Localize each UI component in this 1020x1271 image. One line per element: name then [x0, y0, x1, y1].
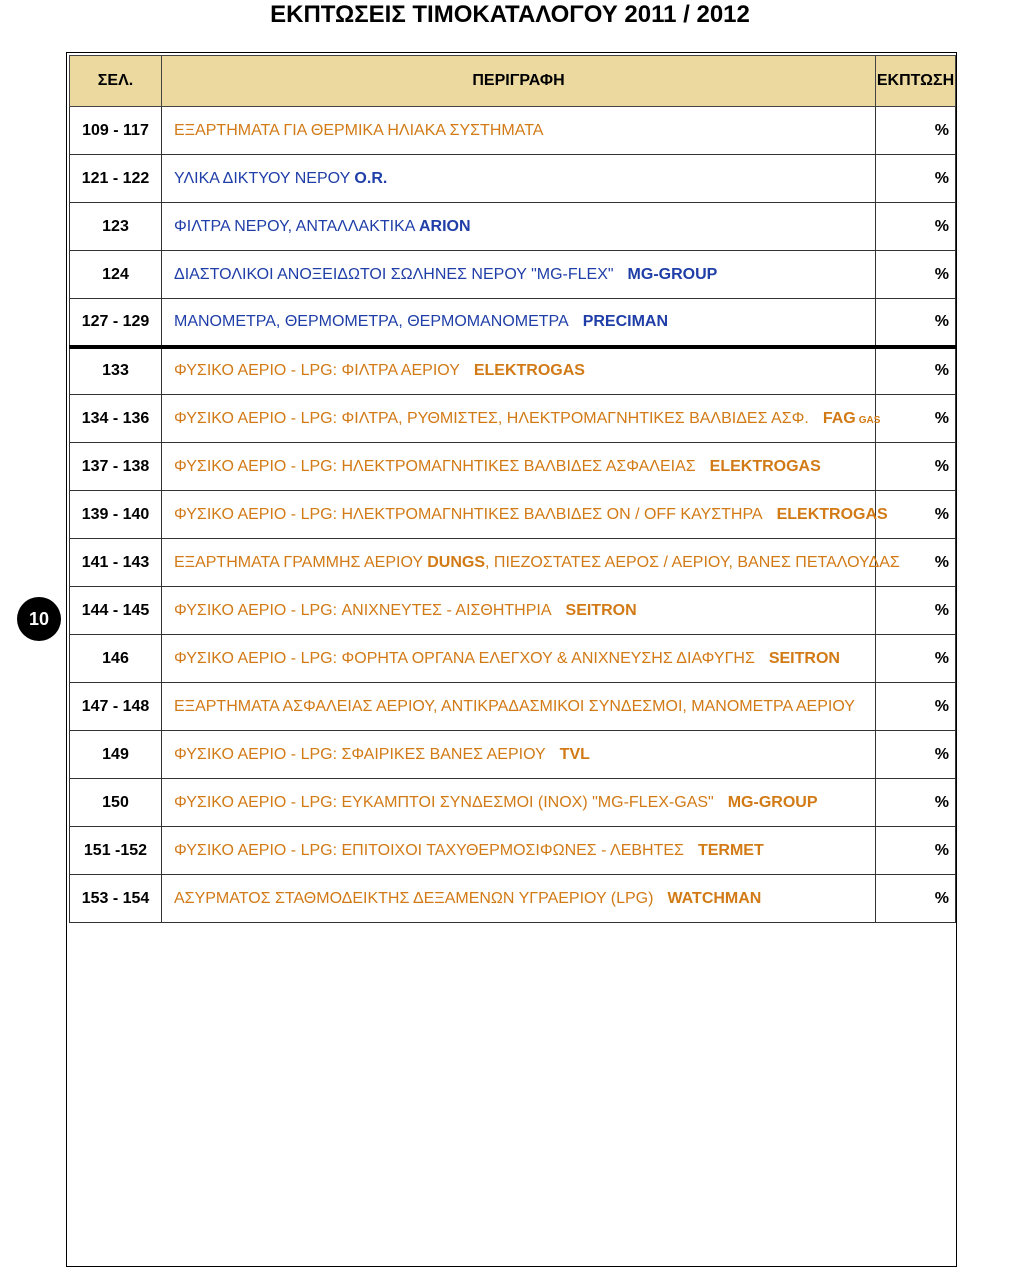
row-description [162, 539, 900, 587]
row-description [162, 731, 876, 779]
row-text: ΕΞΑΡΤΗΜΑΤΑ ΑΣΦΑΛΕΙΑΣ ΑΕΡΙΟΥ, ΑΝΤΙΚΡΑΔΑΣΜΙΚΟΙ ΣΥΝΔΕΣΜΟΙ, ΜΑΝΟΜΕΤΡΑ ΑΕΡΙΟΥ [174, 697, 855, 715]
row-brand: MG-GROUP [627, 265, 718, 283]
row-text: ΑΣΥΡΜΑΤΟΣ ΣΤΑΘΜΟΔΕΙΚΤΗΣ ΔΕΞΑΜΕΝΩΝ ΥΓΡΑΕΡΙΟΥ (LPG) [174, 889, 654, 907]
row-page: 150 [70, 779, 162, 827]
table-row [70, 635, 956, 683]
row-discount: % [876, 155, 956, 203]
row-description [162, 587, 876, 635]
row-page: 139 - 140 [70, 491, 162, 539]
row-discount: % [876, 779, 956, 827]
row-text: ΦΥΣΙΚΟ ΑΕΡΙΟ - LPG: ΕΥΚΑΜΠΤΟΙ ΣΥΝΔΕΣΜΟΙ (INOX) "MG-FLEX-GAS" [174, 793, 714, 811]
row-discount: % [876, 635, 956, 683]
row-brand: SEITRON [565, 601, 637, 619]
row-page: 146 [70, 635, 162, 683]
row-text: ΦΥΣΙΚΟ ΑΕΡΙΟ - LPG: ΑΝΙΧΝΕΥΤΕΣ - ΑΙΣΘΗΤΗΡΙΑ [174, 601, 552, 619]
row-discount: % [876, 491, 956, 539]
row-discount: % [876, 683, 956, 731]
row-discount: % [876, 347, 956, 395]
row-description [162, 683, 876, 731]
table-row [70, 251, 956, 299]
row-description [162, 827, 876, 875]
table-row [70, 347, 956, 395]
row-discount: % [876, 107, 956, 155]
row-page: 137 - 138 [70, 443, 162, 491]
row-text: ΦΥΣΙΚΟ ΑΕΡΙΟ - LPG: ΗΛΕΚΤΡΟΜΑΓΝΗΤΙΚΕΣ ΒΑΛΒΙΔΕΣ ON / OFF ΚΑΥΣΤΗΡΑ [174, 505, 763, 523]
row-text: ΦΥΣΙΚΟ ΑΕΡΙΟ - LPG: ΗΛΕΚΤΡΟΜΑΓΝΗΤΙΚΕΣ ΒΑΛΒΙΔΕΣ ΑΣΦΑΛΕΙΑΣ [174, 457, 696, 475]
row-text: ΔΙΑΣΤΟΛΙΚΟΙ ΑΝΟΞΕΙΔΩΤΟΙ ΣΩΛΗΝΕΣ ΝΕΡΟΥ "MG-FLEX" [174, 265, 614, 283]
row-page: 149 [70, 731, 162, 779]
row-description [162, 491, 888, 539]
row-discount: % [876, 539, 956, 587]
row-brand: SEITRON [768, 649, 840, 667]
table-row [70, 155, 956, 203]
row-text: ΦΥΣΙΚΟ ΑΕΡΙΟ - LPG: ΣΦΑΙΡΙΚΕΣ ΒΑΝΕΣ ΑΕΡΙΟΥ [174, 745, 546, 763]
table-row [70, 299, 956, 347]
row-page: 127 - 129 [70, 299, 162, 347]
row-brand: ARION [419, 217, 471, 235]
row-page: 151 -152 [70, 827, 162, 875]
row-brand: WATCHMAN [667, 889, 762, 907]
row-discount: % [876, 299, 956, 347]
row-discount: % [876, 251, 956, 299]
row-discount: % [876, 875, 956, 923]
row-page: 123 [70, 203, 162, 251]
row-description [162, 251, 876, 299]
row-brand: O.R. [354, 169, 388, 187]
row-page: 124 [70, 251, 162, 299]
row-text: ΕΞΑΡΤΗΜΑΤΑ ΓΙΑ ΘΕΡΜΙΚΑ ΗΛΙΑΚΑ ΣΥΣΤΗΜΑΤΑ [174, 121, 544, 139]
row-description [162, 107, 876, 155]
table-row [70, 827, 956, 875]
row-discount: % [876, 443, 956, 491]
section-tab-badge: 10 [17, 597, 61, 641]
table-row [70, 587, 956, 635]
row-description [162, 779, 876, 827]
row-discount: % [876, 203, 956, 251]
row-brand: TVL [559, 745, 590, 763]
table-header-row [70, 56, 956, 107]
row-brand: FAG [822, 409, 856, 427]
row-text-before: ΕΞΑΡΤΗΜΑΤΑ ΓΡΑΜΜΗΣ ΑΕΡΙΟΥ [174, 553, 423, 571]
table-row [70, 683, 956, 731]
table-row [70, 539, 956, 587]
row-brand: TERMET [697, 841, 764, 859]
header-discount: ΕΚΠΤΩΣΗ [876, 56, 956, 107]
row-text: ΦΥΣΙΚΟ ΑΕΡΙΟ - LPG: ΦΙΛΤΡΑ ΑΕΡΙΟΥ [174, 362, 460, 380]
row-page: 141 - 143 [70, 539, 162, 587]
row-page: 147 - 148 [70, 683, 162, 731]
table-row [70, 875, 956, 923]
row-discount: % [876, 587, 956, 635]
row-page: 109 - 117 [70, 107, 162, 155]
row-text: ΦΙΛΤΡΑ ΝΕΡΟΥ, ΑΝΤΑΛΛΑΚΤΙΚΑ [174, 217, 415, 235]
row-text: ΦΥΣΙΚΟ ΑΕΡΙΟ - LPG: ΦΙΛΤΡΑ, ΡΥΘΜΙΣΤΕΣ, ΗΛΕΚΤΡΟΜΑΓΝΗΤΙΚΕΣ ΒΑΛΒΙΔΕΣ ΑΣΦ. [174, 409, 809, 427]
table-row [70, 443, 956, 491]
row-brand: ELEKTROGAS [709, 457, 821, 475]
row-page: 121 - 122 [70, 155, 162, 203]
row-page: 133 [70, 347, 162, 395]
row-text: ΦΥΣΙΚΟ ΑΕΡΙΟ - LPG: ΕΠΙΤΟΙΧΟΙ ΤΑΧΥΘΕΡΜΟΣΙΦΩΝΕΣ - ΛΕΒΗΤΕΣ [174, 841, 684, 859]
row-text: ΦΥΣΙΚΟ ΑΕΡΙΟ - LPG: ΦΟΡΗΤΑ ΟΡΓΑΝΑ ΕΛΕΓΧΟΥ & ΑΝΙΧΝΕΥΣΗΣ ΔΙΑΦΥΓΗΣ [174, 649, 755, 667]
row-page: 144 - 145 [70, 587, 162, 635]
table-row [70, 491, 956, 539]
row-description [162, 395, 881, 443]
row-description [162, 443, 876, 491]
row-description [162, 155, 876, 203]
row-description [162, 347, 876, 395]
row-text: ΥΛΙΚΑ ΔΙΚΤΥΟΥ ΝΕΡΟΥ [174, 169, 350, 187]
page-title: ΕΚΠΤΩΣΕΙΣ ΤΙΜΟΚΑΤΑΛΟΓΟΥ 2011 / 2012 [270, 1, 750, 28]
header-description: ΠΕΡΙΓΡΑΦΗ [162, 56, 876, 107]
row-brand-sub: GAS [858, 414, 881, 426]
row-brand: ELEKTROGAS [473, 362, 585, 380]
row-brand: ELEKTROGAS [776, 505, 888, 523]
table-row [70, 779, 956, 827]
table-row [70, 203, 956, 251]
row-brand: MG-GROUP [727, 793, 818, 811]
row-brand: PRECIMAN [582, 312, 669, 330]
row-discount: % [876, 395, 956, 443]
row-description [162, 635, 876, 683]
row-page: 134 - 136 [70, 395, 162, 443]
row-description [162, 203, 876, 251]
row-discount: % [876, 731, 956, 779]
row-discount: % [876, 827, 956, 875]
discount-table [69, 55, 956, 923]
table-row [70, 395, 956, 443]
row-brand: DUNGS [427, 553, 486, 571]
table-row [70, 107, 956, 155]
header-page: ΣΕΛ. [70, 56, 162, 107]
table-row [70, 731, 956, 779]
row-text-after: , ΠΙΕΖΟΣΤΑΤΕΣ ΑΕΡΟΣ / ΑΕΡΙΟΥ, ΒΑΝΕΣ ΠΕΤΑΛΟΥΔΑΣ [485, 553, 900, 571]
row-text: ΜΑΝΟΜΕΤΡΑ, ΘΕΡΜΟΜΕΤΡΑ, ΘΕΡΜΟΜΑΝΟΜΕΤΡΑ [174, 312, 569, 330]
row-page: 153 - 154 [70, 875, 162, 923]
row-description [162, 875, 876, 923]
row-description [162, 299, 876, 347]
